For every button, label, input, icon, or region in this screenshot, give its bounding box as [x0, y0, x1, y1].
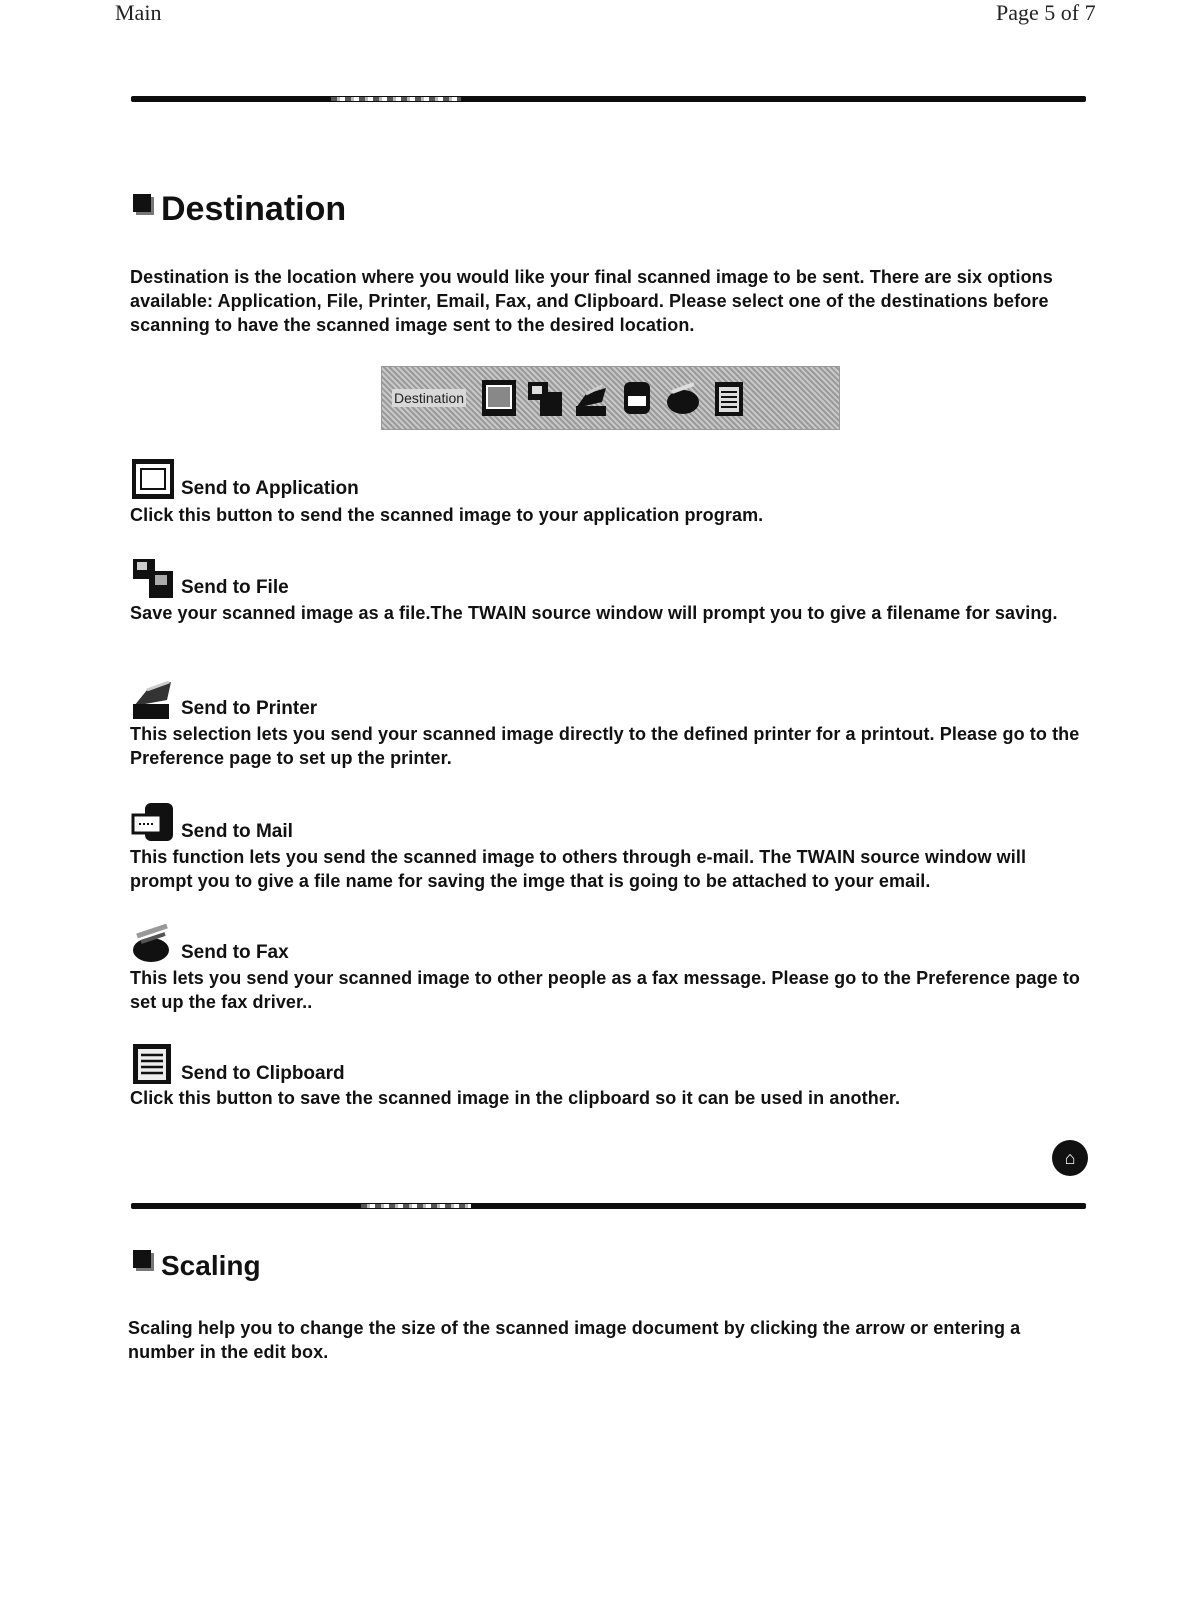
send-to-clipboard-label: Send to Clipboard [181, 1063, 345, 1084]
send-to-application-title[interactable] [131, 458, 359, 500]
mail-icon[interactable] [131, 801, 175, 843]
home-icon: ⌂ [1064, 1147, 1076, 1168]
file-icon[interactable] [131, 557, 175, 599]
send-to-application-desc: Click this button to send the scanned image to your application program. [130, 505, 764, 525]
application-icon[interactable] [131, 458, 175, 500]
destination-intro: Destination is the location where you would like your final scanned image to be sent. There are six options available: Application, File, Printer, Email, Fax, and Clipboard. Please select one of the destinations before scanning to have the scanned image sent to the desired location. [130, 267, 1053, 335]
send-to-fax-label: Send to Fax [181, 942, 289, 963]
section-divider [131, 1203, 1086, 1209]
destination-heading [133, 190, 346, 229]
heading-bullet-icon [133, 1250, 151, 1268]
send-to-application-label: Send to Application [181, 478, 359, 499]
fax-icon[interactable] [131, 922, 175, 964]
send-to-mail-title[interactable] [131, 801, 293, 843]
send-to-printer-title[interactable] [131, 678, 317, 720]
send-to-printer-label: Send to Printer [181, 698, 318, 719]
send-to-mail-desc: This function lets you send the scanned image to others through e-mail. The TWAIN source window will prompt you to give a file name for saving the imge that is going to be attached to your email. [130, 847, 1027, 891]
heading-bullet-icon [133, 194, 151, 212]
toolbar-label: Destination [394, 390, 465, 406]
toolbar-clipboard-button[interactable] [710, 378, 748, 418]
header-page-number: Page 5 of 7 [996, 0, 1096, 25]
send-to-fax-title[interactable] [131, 922, 289, 964]
send-to-fax-desc: This lets you send your scanned image to other people as a fax message. Please go to the Preference page to set up the fax driver.. [130, 968, 1080, 1012]
send-to-file-title[interactable] [131, 557, 289, 599]
toolbar-fax-button[interactable] [664, 378, 702, 418]
toolbar-mail-button[interactable] [618, 378, 656, 418]
destination-toolbar [381, 366, 840, 430]
send-to-file-label: Send to File [181, 577, 289, 598]
scaling-heading [133, 1250, 261, 1282]
top-divider [131, 96, 1086, 102]
toolbar-printer-button[interactable] [572, 378, 610, 418]
send-to-printer-desc: This selection lets you send your scanned image directly to the defined printer for a printout. Please go to the Preference page to set up the printer. [130, 724, 1080, 768]
toolbar-file-button[interactable] [526, 378, 564, 418]
send-to-clipboard-desc: Click this button to save the scanned image in the clipboard so it can be used in another. [130, 1088, 901, 1108]
send-to-file-desc: Save your scanned image as a file.The TWAIN source window will prompt you to give a filename for saving. [130, 603, 1058, 623]
clipboard-icon[interactable] [131, 1043, 175, 1085]
send-to-clipboard-title[interactable] [131, 1043, 345, 1085]
send-to-mail-label: Send to Mail [181, 821, 293, 842]
toolbar-application-button[interactable] [480, 378, 518, 418]
header-left: Main [115, 0, 162, 25]
printer-icon[interactable] [131, 678, 175, 720]
home-button[interactable] [1052, 1140, 1088, 1176]
scaling-intro: Scaling help you to change the size of the scanned image document by clicking the arrow or entering a number in the edit box. [128, 1318, 1021, 1362]
scaling-heading-text: Scaling [161, 1250, 261, 1281]
destination-heading-text: Destination [161, 190, 347, 228]
